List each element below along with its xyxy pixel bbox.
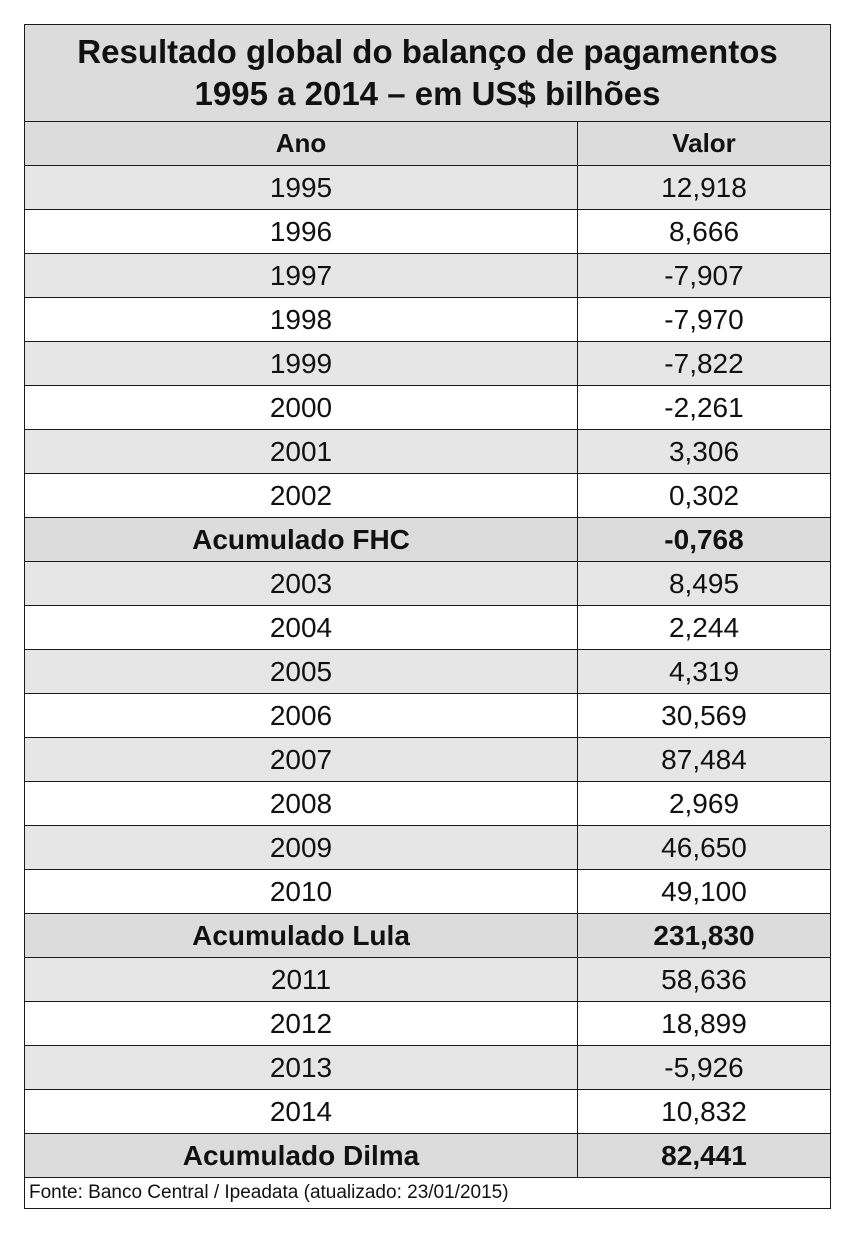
table-row [25, 870, 831, 914]
table-title [25, 25, 831, 122]
year-cell: 2009 [25, 826, 578, 870]
value-cell: 2,969 [578, 782, 831, 826]
table-row [25, 386, 831, 430]
year-cell: 2011 [25, 958, 578, 1002]
subtotal-value-cell: -0,768 [578, 518, 831, 562]
year-cell: 2006 [25, 694, 578, 738]
year-cell: 2004 [25, 606, 578, 650]
table-row [25, 210, 831, 254]
value-cell: -7,970 [578, 298, 831, 342]
value-cell: 30,569 [578, 694, 831, 738]
year-cell: 2014 [25, 1090, 578, 1134]
balance-of-payments-table [24, 24, 831, 1209]
table-row [25, 694, 831, 738]
table-row [25, 782, 831, 826]
value-cell: 8,495 [578, 562, 831, 606]
value-cell: 58,636 [578, 958, 831, 1002]
balance-of-payments-table-container [24, 24, 830, 1209]
year-cell: 1998 [25, 298, 578, 342]
table-row [25, 1046, 831, 1090]
year-cell: 2012 [25, 1002, 578, 1046]
table-row [25, 474, 831, 518]
column-header-value: Valor [578, 122, 831, 166]
title-row [25, 25, 831, 122]
year-cell: 2003 [25, 562, 578, 606]
table-row [25, 342, 831, 386]
table-row [25, 166, 831, 210]
subtotal-value-cell: 82,441 [578, 1134, 831, 1178]
table-row [25, 562, 831, 606]
year-cell: 2013 [25, 1046, 578, 1090]
subtotal-value-cell: 231,830 [578, 914, 831, 958]
table-head [25, 25, 831, 166]
value-cell: 12,918 [578, 166, 831, 210]
value-cell: 4,319 [578, 650, 831, 694]
year-cell: 2008 [25, 782, 578, 826]
year-cell: 2007 [25, 738, 578, 782]
year-cell: 1997 [25, 254, 578, 298]
value-cell: 10,832 [578, 1090, 831, 1134]
value-cell: 87,484 [578, 738, 831, 782]
subtotal-label-cell: Acumulado Lula [25, 914, 578, 958]
column-header-year: Ano [25, 122, 578, 166]
table-foot [25, 1178, 831, 1209]
table-row [25, 1090, 831, 1134]
subtotal-label-cell: Acumulado Dilma [25, 1134, 578, 1178]
source-note: Fonte: Banco Central / Ipeadata (atualizado: 23/01/2015) [25, 1178, 831, 1209]
subtotal-row [25, 914, 831, 958]
year-cell: 1995 [25, 166, 578, 210]
subtotal-row [25, 518, 831, 562]
value-cell: 8,666 [578, 210, 831, 254]
table-row [25, 606, 831, 650]
year-cell: 2001 [25, 430, 578, 474]
year-cell: 1996 [25, 210, 578, 254]
table-body [25, 166, 831, 1178]
value-cell: -5,926 [578, 1046, 831, 1090]
year-cell: 2005 [25, 650, 578, 694]
value-cell: 0,302 [578, 474, 831, 518]
value-cell: 3,306 [578, 430, 831, 474]
table-row [25, 650, 831, 694]
subtotal-row [25, 1134, 831, 1178]
value-cell: 2,244 [578, 606, 831, 650]
year-cell: 2002 [25, 474, 578, 518]
value-cell: 18,899 [578, 1002, 831, 1046]
value-cell: 46,650 [578, 826, 831, 870]
source-row [25, 1178, 831, 1209]
value-cell: -7,907 [578, 254, 831, 298]
table-row [25, 254, 831, 298]
value-cell: 49,100 [578, 870, 831, 914]
year-cell: 1999 [25, 342, 578, 386]
subtotal-label-cell: Acumulado FHC [25, 518, 578, 562]
year-cell: 2000 [25, 386, 578, 430]
column-header-row [25, 122, 831, 166]
table-row [25, 298, 831, 342]
table-row [25, 958, 831, 1002]
table-row [25, 826, 831, 870]
table-row [25, 430, 831, 474]
table-title-line-1: Resultado global do balanço de pagamentos [77, 33, 778, 70]
value-cell: -7,822 [578, 342, 831, 386]
value-cell: -2,261 [578, 386, 831, 430]
table-row [25, 738, 831, 782]
table-title-line-2: 1995 a 2014 – em US$ bilhões [194, 75, 661, 112]
table-row [25, 1002, 831, 1046]
year-cell: 2010 [25, 870, 578, 914]
